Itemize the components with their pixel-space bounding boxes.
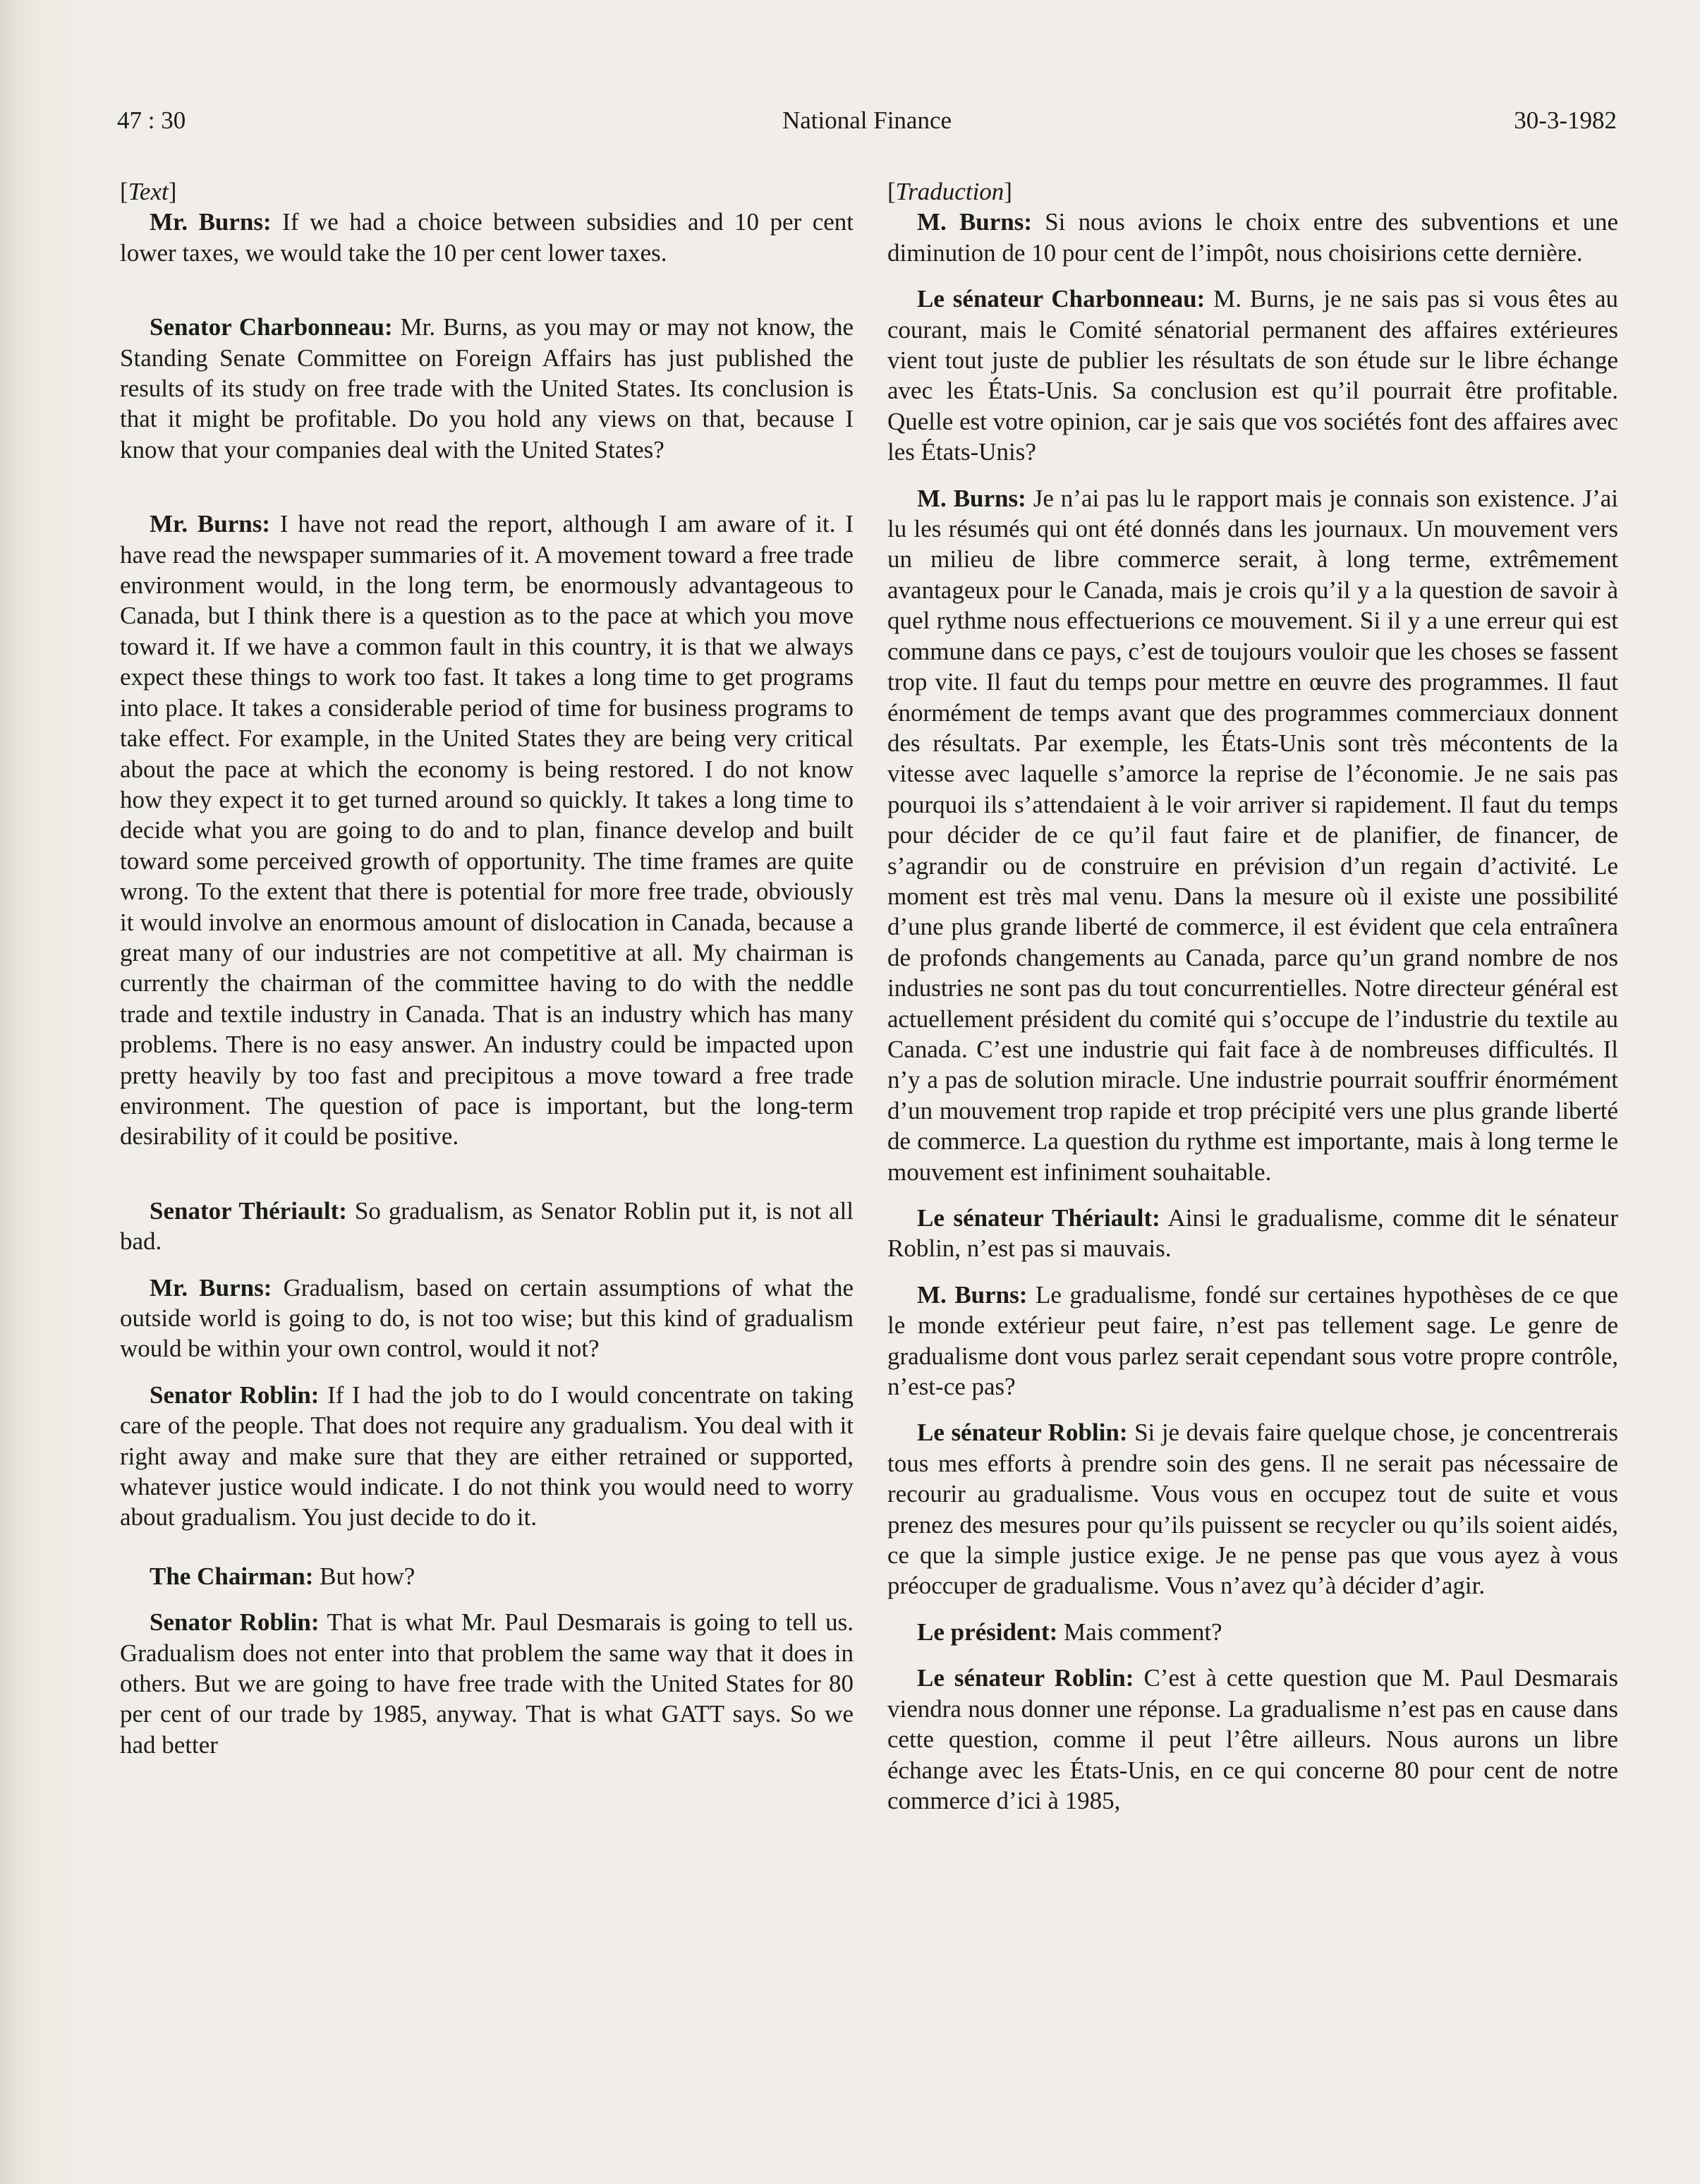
- speaker-name: Mr. Burns:: [150, 1273, 272, 1302]
- speaker-name: Senator Thériault:: [150, 1196, 347, 1225]
- speech-text: Je n’ai pas lu le rapport mais je connais son existence. J’ai lu les résumés qui ont été donnés dans les journaux. Un mouvement vers un milieu de libre commerce serait, à long terme, extrêmement avantageux pour le Canada, mais je crois qu’il y a la question de savoir à quel rythme nous effectuerions ce mouvement. Si il y a une erreur qui est commune dans ce pays, c’est de toujours vouloir que les choses se fassent trop vite. Il faut du temps pour mettre en œuvre des programmes. Il faut énormément de temps avant que des programmes commerciaux donnent des résultats. Par exemple, les États-Unis sont très mécontents de la vitesse avec laquelle s’amorce la reprise de l’économie. Je ne sais pas pourquoi ils s’attendaient à le voir arriver si rapidement. Il faut du temps pour décider de ce qu’il faut faire et de planifier, de financer, de s’agrandir ou de construire en prévision d’un regain d’activité. Le moment est très mal venu. Dans la mesure où il existe une possibilité d’une plus grande liberté de commerce, il est évident que cela entraînera de profonds changements au Canada, parce qu’un grand nombre de nos industries ne sont pas du tout concurrentielles. Notre directeur général est actuellement président du comité qui s’occupe de l’industrie du textile au Canada. C’est une industrie qui fait face à de nombreuses difficultés. Il n’y a pas de solution miracle. Une industrie pourrait souffrir énormément d’un mouvement trop rapide et trop précipité vers une plus grande liberté de commerce. La question du rythme est importante, mais à long terme le mouvement est infiniment souhaitable.: [887, 484, 1618, 1186]
- speaker-name: Le sénateur Roblin:: [917, 1419, 1128, 1447]
- language-label: [Traduction]: [887, 178, 1012, 205]
- transcript-paragraph: [120, 1561, 854, 1591]
- header-date: 30-3-1982: [1514, 107, 1617, 134]
- speaker-name: Mr. Burns:: [150, 510, 271, 538]
- speech-text: If we had a choice between subsidies and 10 per cent lower taxes, we would take the 10 per cent lower taxes.: [120, 208, 854, 267]
- transcript-paragraph: [120, 1196, 854, 1257]
- transcript-paragraph: [120, 509, 854, 1152]
- speaker-name: M. Burns:: [917, 484, 1026, 512]
- speech-text: Ainsi le gradualisme, comme dit le sénateur Roblin, n’est pas si mauvais.: [887, 1204, 1619, 1263]
- transcript-paragraph: [887, 1203, 1618, 1264]
- speaker-name: Le sénateur Charbonneau:: [917, 285, 1206, 313]
- running-title: National Finance: [782, 107, 952, 134]
- speech-text: But how?: [320, 1562, 415, 1590]
- speech-text: So gradualism, as Senator Roblin put it, is not all bad.: [120, 1196, 854, 1256]
- transcript-paragraph: [120, 312, 854, 465]
- speech-text: I have not read the report, although I am aware of it. I have read the newspaper summaries of it. A movement toward a free trade environment would, in the long term, be enormously advantageous to Canada, but I think there is a question as to the pace at which you move toward it. If we have a common fault in this country, it is that we always expect these things to work too fast. It takes a long time to get programs into place. It takes a considerable period of time for business programs to take effect. For example, in the United States they are being very critical about the pace at which the economy is being restored. I do not know how they expect it to get turned around so quickly. It takes a long time to decide what you are going to do and to plan, finance develop and built toward some perceived growth of opportunity. The time frames are quite wrong. To the extent that there is potential for more free trade, obviously it would involve an enormous amount of dislocation in Canada, because a great many of our industries are not competitive at all. My chairman is currently the chairman of the committee having to do with the neddle trade and textile industry in Canada. That is an industry which has many problems. There is no easy answer. An industry could be impacted upon pretty heavily by too fast and precipitous a move toward a free trade environment. The question of pace is important, but the long-term desirability of it could be positive.: [120, 510, 854, 1151]
- transcript-paragraph: [120, 207, 854, 268]
- transcript-paragraph: [887, 1663, 1618, 1816]
- transcript-paragraph: [887, 483, 1618, 1187]
- speech-text: Si nous avions le choix entre des subventions et une diminution de 10 pour cent de l’impôt, nous choisirions cette dernière.: [887, 208, 1619, 267]
- speech-text: C’est à cette question que M. Paul Desmarais viendra nous donner une réponse. La gradualisme n’est pas en cause dans cette question, comme il peut l’être ailleurs. Nous aurons un libre échange avec les États-Unis, en ce qui concerne 80 pour cent de notre commerce d’ici à 1985,: [887, 1664, 1618, 1814]
- transcript-paragraph: [887, 1280, 1618, 1402]
- speaker-name: Mr. Burns:: [150, 208, 272, 236]
- speech-text: If I had the job to do I would concentrate on taking care of the people. That does not require any gradualism. You deal with it right away and make sure that they are either retrained or supported, whatever justice would indicate. I do not think you would need to worry about gradualism. You just decide to do it.: [120, 1381, 854, 1531]
- speaker-name: Le sénateur Thériault:: [917, 1204, 1160, 1232]
- speaker-name: M. Burns:: [917, 1280, 1028, 1309]
- speaker-name: Senator Roblin:: [150, 1381, 320, 1409]
- speech-text: M. Burns, je ne sais pas si vous êtes au courant, mais le Comité sénatorial permanent des affaires extérieures vient tout juste de publier les résultats de son étude sur le libre échange avec les États-Unis. Sa conclusion est qu’il pourrait être profitable. Quelle est votre opinion, car je sais que vos sociétés font des affaires avec les États-Unis?: [887, 285, 1618, 466]
- speaker-name: Le sénateur Roblin:: [917, 1664, 1134, 1692]
- transcript-paragraph: [887, 207, 1618, 268]
- speech-text: Mr. Burns, as you may or may not know, the Standing Senate Committee on Foreign Affairs has just published the results of its study on free trade with the United States. Its conclusion is that it might be profitable. Do you hold any views on that, because I know that your companies deal with the United States?: [120, 313, 854, 463]
- english-column: [120, 176, 854, 1776]
- speech-text: Mais comment?: [1064, 1618, 1222, 1646]
- speech-text: Le gradualisme, fondé sur certaines hypothèses de ce que le monde extérieur peut faire, n’est pas tellement sage. Le genre de gradualisme dont vous parlez serait cependant sous votre propre contrôle, n’est-ce pas?: [887, 1280, 1619, 1401]
- speech-text: Si je devais faire quelque chose, je concentrerais tous mes efforts à prendre soin des gens. Il ne serait pas nécessaire de recourir au gradualisme. Vous vous en occupez tout de suite et vous prenez des mesures pour qu’ils puissent se recycler ou qu’ils soient aidés, ce que la simple justice exige. Je ne pense pas que vous ayez à vous préoccuper de gradualisme. Vous n’avez qu’à décider d’agir.: [887, 1419, 1619, 1600]
- speaker-name: Le président:: [917, 1618, 1058, 1646]
- speaker-name: Senator Roblin:: [150, 1608, 320, 1637]
- transcript-paragraph: [887, 1617, 1618, 1647]
- transcript-paragraph: [887, 1417, 1618, 1601]
- speaker-name: M. Burns:: [917, 208, 1033, 236]
- transcript-paragraph: [120, 1380, 854, 1533]
- page-header: [117, 103, 1617, 138]
- transcript-paragraph: [120, 1273, 854, 1364]
- french-column: [887, 176, 1618, 1831]
- speech-text: Gradualism, based on certain assumptions of what the outside world is going to do, is not too wise; but this kind of gradualism would be within your own control, would it not?: [120, 1273, 854, 1363]
- speaker-name: Senator Charbonneau:: [150, 313, 393, 341]
- transcript-paragraph: [120, 1607, 854, 1760]
- language-label: [Text]: [120, 178, 177, 205]
- page-number: 47 : 30: [117, 107, 186, 134]
- speaker-name: The Chairman:: [150, 1562, 314, 1590]
- speech-text: That is what Mr. Paul Desmarais is going to tell us. Gradualism does not enter into that problem the same way that it does in others. But we are going to have free trade with the United States for 80 per cent of our trade by 1985, anyway. That is what GATT says. So we had better: [120, 1608, 854, 1759]
- transcript-paragraph: [887, 284, 1618, 467]
